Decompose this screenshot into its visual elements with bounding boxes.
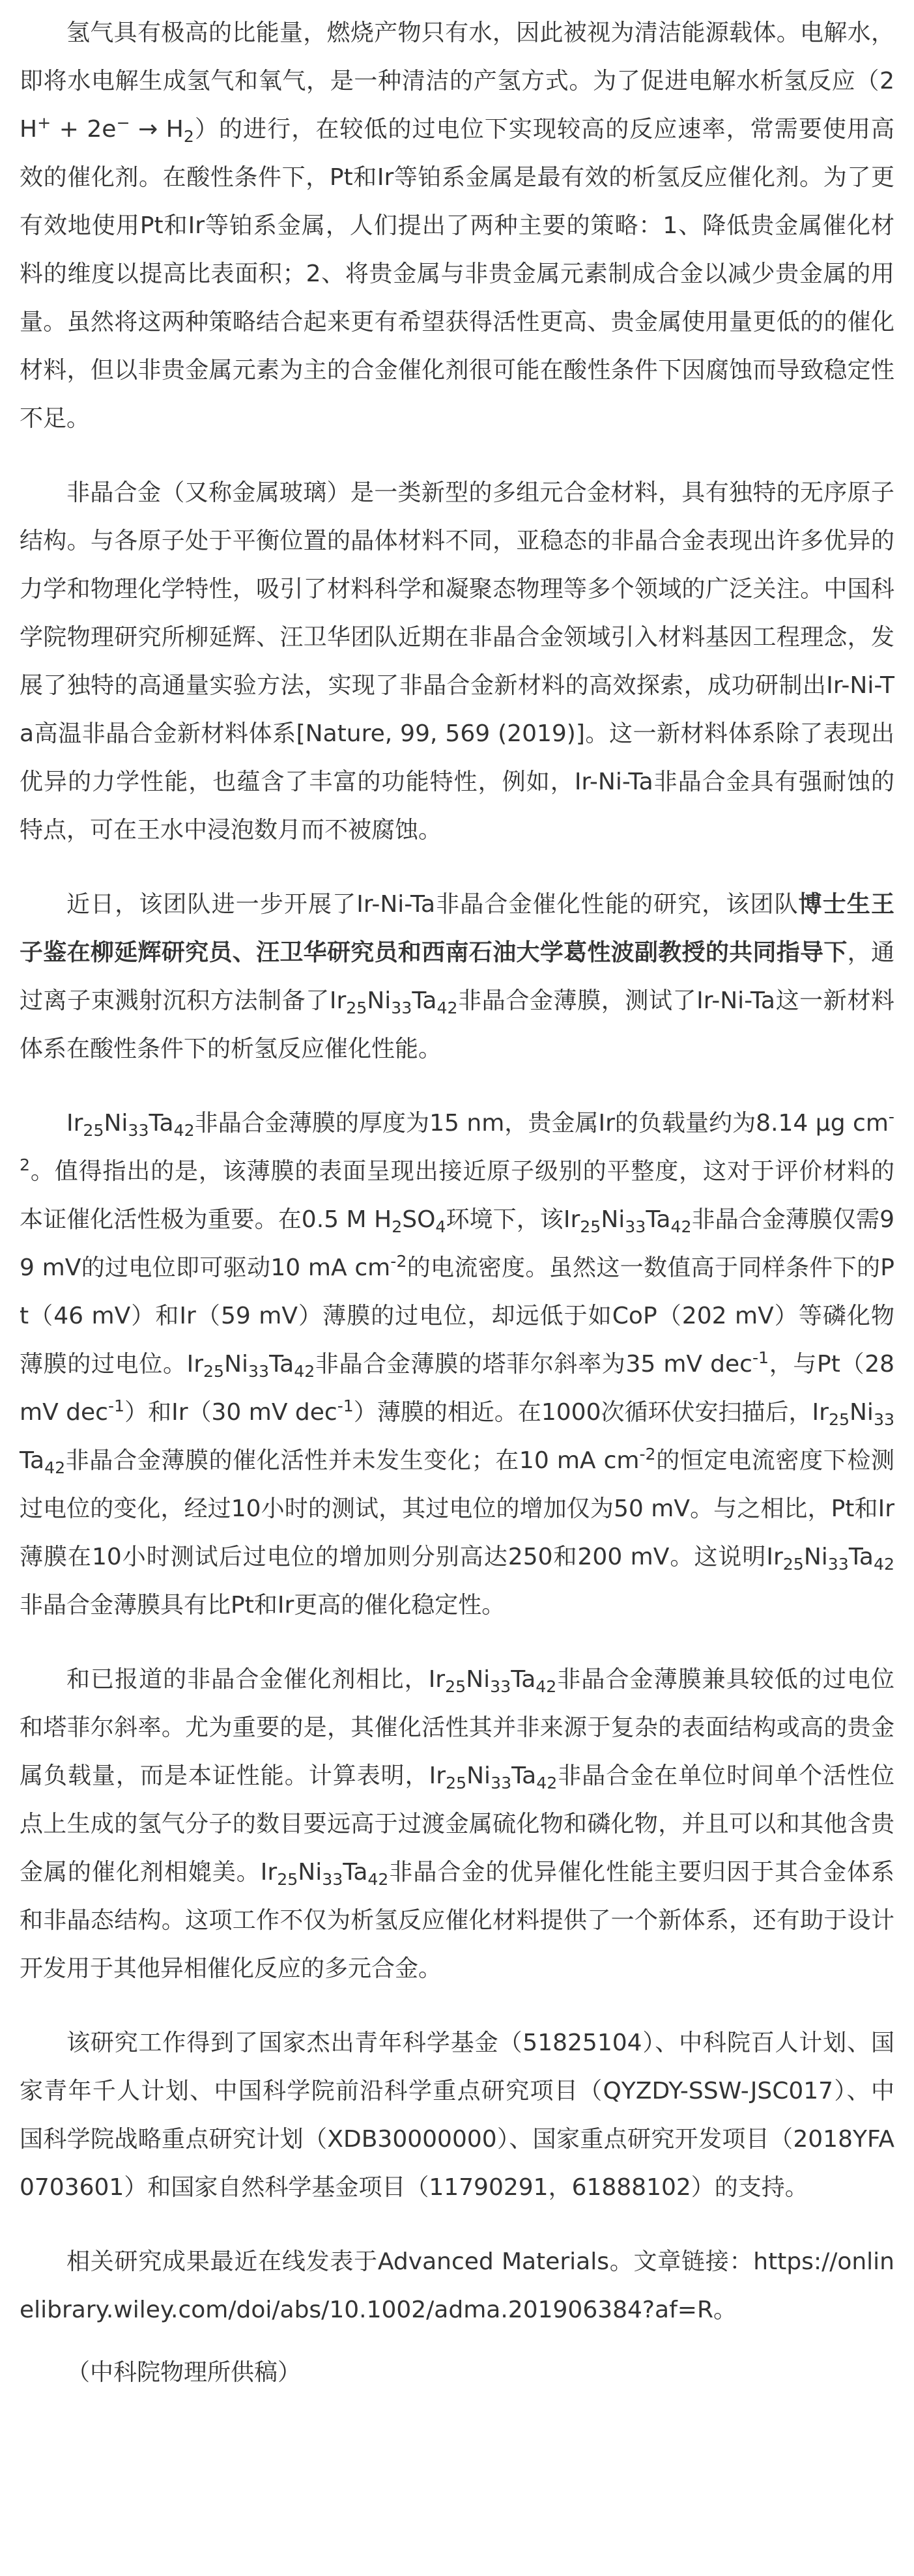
text-run: + 2e (51, 116, 117, 143)
results-paragraph (20, 1099, 894, 1630)
subscript: 25 (445, 1677, 466, 1697)
text-run: Ni (803, 1544, 828, 1570)
text-run: 和已报道的非晶合金催化剂相比，Ir (66, 1666, 446, 1693)
text-run: Ni (466, 1762, 491, 1789)
text-run: （中科院物理所供稿） (66, 2359, 302, 2386)
text-run: 非晶合金在单位时间单个活性位点上生成的氢气分子的数目要远高于过渡金属硫化物和磷化物，并且可以和其他含贵金属的催化剂相媲美。Ir (20, 1762, 894, 1886)
text-run: 环境下，该Ir (446, 1206, 580, 1233)
subscript: 42 (536, 1677, 557, 1697)
subscript: 25 (203, 1362, 225, 1381)
text-run: SO (402, 1206, 436, 1233)
subscript: 42 (367, 1870, 389, 1890)
superscript: -2 (639, 1445, 656, 1464)
subscript: 42 (873, 1555, 894, 1574)
source-paragraph (20, 2349, 894, 2397)
text-run: Ni (298, 1859, 322, 1886)
text-run: Ta (848, 1544, 874, 1570)
text-run: Ni (850, 1399, 874, 1426)
text-run: ）薄膜的相近。在1000次循环伏安扫描后，Ir (353, 1399, 829, 1426)
text-run: Ni (601, 1206, 625, 1233)
text-run: Ni (367, 987, 392, 1014)
text-run: Ta (269, 1351, 294, 1378)
text-run: ，与Pt（28 mV dec (20, 1351, 894, 1426)
text-run: 该研究工作得到了国家杰出青年科学基金（51825104）、中科院百人计划、国家青年千人计划、中国科学院前沿科学重点研究项目（QYZDY-SSW-JSC017）、中国科学院战略重点研究计划（XDB30000000）、国家重点研究开发项目（2018YFA0703601）和国家自然科学基金项目（11790291，61888102）的支持。 (20, 2030, 894, 2201)
subscript: 42 (173, 1121, 195, 1140)
text-run: 非晶合金的优异催化性能主要归因于其合金体系和非晶态结构。这项工作不仅为析氢反应催化材料提供了一个新体系，还有助于设计开发用于其他异相催化反应的多元合金。 (20, 1859, 894, 1982)
subscript: 25 (83, 1121, 104, 1140)
text-run: Ta (511, 1666, 536, 1693)
text-run: → H (130, 116, 184, 143)
text-run: Ta (343, 1859, 368, 1886)
text-run: Ta (412, 987, 437, 1014)
subscript: 25 (828, 1410, 850, 1430)
subscript: 33 (873, 1410, 894, 1430)
subscript: 25 (782, 1555, 804, 1574)
text-run: 非晶合金薄膜仅需99 mV的过电位即可驱动10 mA cm (20, 1206, 895, 1281)
text-run: Ni (466, 1666, 491, 1693)
subscript: 33 (391, 998, 412, 1018)
subscript: 42 (436, 998, 458, 1018)
superscript: -2 (20, 1107, 894, 1174)
subscript: 42 (536, 1774, 558, 1793)
intro-paragraph (20, 9, 894, 443)
subscript: 33 (827, 1555, 849, 1574)
subscript: 2 (183, 127, 194, 147)
subscript: 33 (128, 1121, 149, 1140)
text-run: 近日，该团队进一步开展了Ir-Ni-Ta非晶合金催化性能的研究，该团队 (66, 891, 799, 918)
text-run: ）和Ir（30 mV dec (124, 1399, 337, 1426)
subscript: 33 (490, 1677, 511, 1697)
publication-paragraph (20, 2238, 894, 2334)
subscript: 4 (435, 1217, 446, 1237)
subscript: 25 (446, 1774, 467, 1793)
text-run: Ta (20, 1447, 45, 1474)
text-run: 相关研究成果最近在线发表于Advanced Materials。文章链接：https://onlinelibrary.wiley.com/doi/abs/10.1002/adma.201906384?af=R。 (20, 2248, 894, 2323)
comparison-paragraph (20, 1656, 894, 1993)
text-run: Ta (646, 1206, 671, 1233)
text-run: ）的进行，在较低的过电位下实现较高的反应速率，常需要使用高效的催化剂。在酸性条件下，Pt和Ir等铂系金属是最有效的析氢反应催化剂。为了更有效地使用Pt和Ir等铂系金属，人们提出了两种主要的策略：1、降低贵金属催化材料的维度以提高比表面积；2、将贵金属与非贵金属元素制成合金以减少贵金属的用量。虽然将这两种策略结合起来更有希望获得活性更高、贵金属使用量更低的的催化材料，但以非贵金属元素为主的合金催化剂很可能在酸性条件下因腐蚀而导致稳定性不足。 (20, 116, 895, 432)
text-run: 非晶合金薄膜的催化活性并未发生变化；在10 mA cm (65, 1447, 640, 1474)
text-run: 非晶合金薄膜兼具较低的过电位和塔菲尔斜率。尤为重要的是，其催化活性其并非来源于复杂的表面结构或高的贵金属负载量，而是本证性能。计算表明，Ir (20, 1666, 894, 1789)
subscript: 25 (277, 1870, 298, 1890)
subscript: 33 (248, 1362, 270, 1381)
subscript: 33 (322, 1870, 343, 1890)
subscript: 42 (44, 1458, 66, 1478)
text-run: 的电流密度。虽然这一数值高于同样条件下的Pt（46 mV）和Ir（59 mV）薄膜的过电位，却远低于如CoP（202 mV）等磷化物薄膜的过电位。Ir (20, 1254, 894, 1378)
text-run: Ta (511, 1762, 537, 1789)
text-run: 非晶合金（又称金属玻璃）是一类新型的多组元合金材料，具有独特的无序原子结构。与各原子处于平衡位置的晶体材料不同，亚稳态的非晶合金表现出许多优异的力学和物理化学特性，吸引了材料科学和凝聚态物理等多个领域的广泛关注。中国科学院物理研究所柳延辉、汪卫华团队近期在非晶合金领域引入材料基因工程理念，发展了独特的高通量实验方法，实现了非晶合金新材料的高效探索，成功研制出Ir-Ni-Ta高温非晶合金新材料体系[Nature, 99, 569 (2019)]。这一新材料体系除了表现出优异的力学性能，也蕴含了丰富的功能特性，例如，Ir-Ni-Ta非晶合金具有强耐蚀的特点，可在王水中浸泡数月而不被腐蚀。 (20, 479, 894, 843)
amorphous-alloy-paragraph (20, 469, 894, 855)
text-run: 非晶合金薄膜的厚度为15 nm，贵金属Ir的负载量约为8.14 μg cm (194, 1110, 889, 1137)
superscript: -1 (337, 1396, 354, 1415)
text-run: 。值得指出的是，该薄膜的表面呈现出接近原子级别的平整度，这对于评价材料的本证催化活性极为重要。在0.5 M H (20, 1158, 894, 1233)
superscript: -1 (107, 1396, 125, 1415)
research-paragraph (20, 881, 894, 1073)
text-run: 氢气具有极高的比能量，燃烧产物只有水，因此被视为清洁能源载体。电解水，即将水电解生成氢气和氧气，是一种清洁的产氢方式。为了促进电解水析氢反应（2H (20, 20, 894, 143)
text-run: 非晶合金薄膜，测试了Ir-Ni-Ta这一新材料体系在酸性条件下的析氢反应催化性能。 (20, 987, 894, 1062)
subscript: 25 (580, 1217, 601, 1237)
bold-text: 博士生王子鉴在柳延辉研究员、汪卫华研究员和西南石油大学葛性波副教授的共同指导下 (20, 891, 894, 966)
text-run: Ni (104, 1110, 128, 1137)
text-run: ，通过离子束溅射沉积方法制备了Ir (20, 939, 894, 1014)
subscript: 33 (491, 1774, 512, 1793)
subscript: 33 (625, 1217, 646, 1237)
subscript: 25 (346, 998, 367, 1018)
text-run: Ni (224, 1351, 249, 1378)
subscript: 42 (670, 1217, 692, 1237)
superscript: -1 (752, 1348, 769, 1367)
text-run: 非晶合金薄膜具有比Pt和Ir更高的催化稳定性。 (20, 1592, 506, 1619)
subscript: 2 (392, 1217, 403, 1237)
superscript: -2 (390, 1252, 407, 1271)
funding-paragraph (20, 2019, 894, 2212)
text-run: 的恒定电流密度下检测过电位的变化，经过10小时的测试，其过电位的增加仅为50 mV。与之相比，Pt和Ir薄膜在10小时测试后过电位的增加则分别高达250和200 mV。这说明Ir (20, 1447, 894, 1570)
superscript: + (37, 113, 51, 132)
article-body (20, 9, 894, 2397)
subscript: 42 (294, 1362, 315, 1381)
superscript: − (116, 113, 130, 132)
text-run: Ir (66, 1110, 83, 1137)
text-run: 非晶合金薄膜的塔菲尔斜率为35 mV dec (315, 1351, 752, 1378)
text-run: Ta (149, 1110, 174, 1137)
